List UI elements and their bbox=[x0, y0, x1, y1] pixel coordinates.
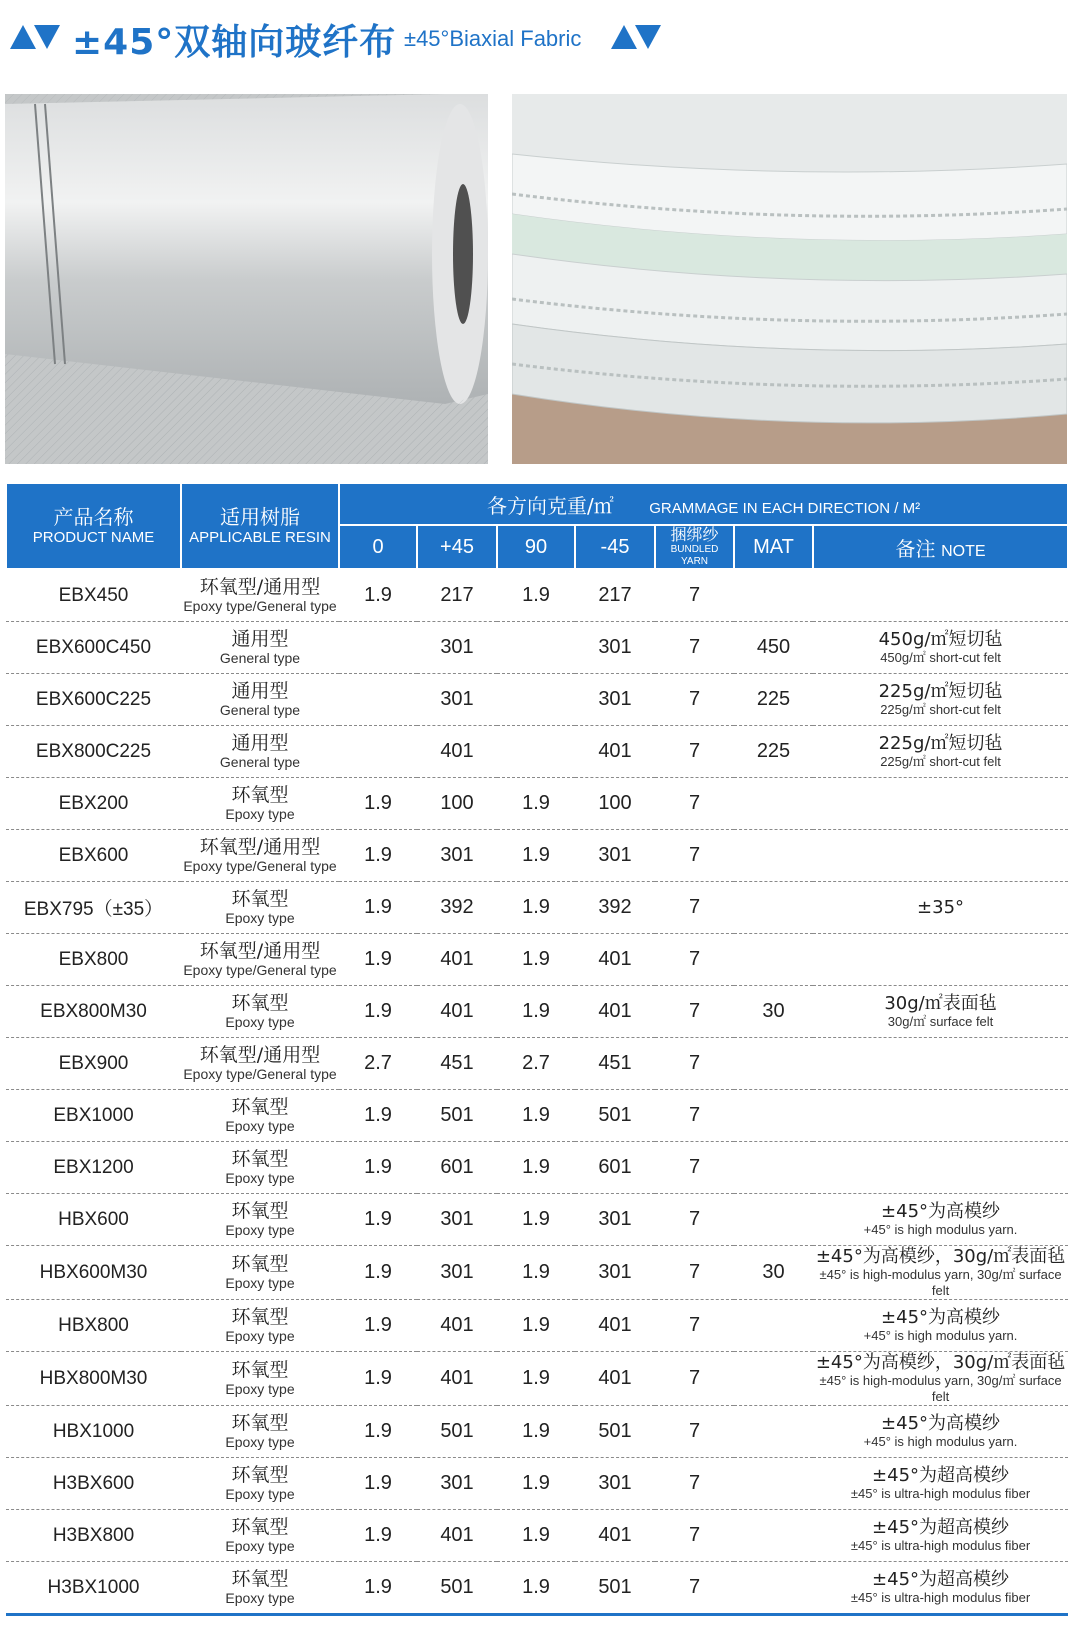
cell-note-cn: ±45°为超高模纱 bbox=[872, 1517, 1010, 1538]
cell-resin bbox=[181, 1562, 339, 1615]
cell-note-cn: ±45°为超高模纱 bbox=[872, 1465, 1010, 1486]
cell-value-90: 1.9 bbox=[497, 1510, 575, 1562]
cell-note bbox=[813, 674, 1068, 726]
cell-bundled-yarn: 7 bbox=[655, 934, 734, 986]
cell-resin bbox=[181, 830, 339, 882]
cell-value-90: 1.9 bbox=[497, 1562, 575, 1615]
cell-bundled-yarn: 7 bbox=[655, 882, 734, 934]
cell-value-minus45: 301 bbox=[575, 674, 655, 726]
cell-resin bbox=[181, 1406, 339, 1458]
header-grammage-en: GRAMMAGE IN EACH DIRECTION / M² bbox=[649, 499, 921, 517]
cell-note-en: 450g/㎡ short-cut felt bbox=[880, 650, 1001, 665]
cell-note-cn: ±45°为高模纱，30g/㎡表面毡 bbox=[815, 1352, 1066, 1373]
cell-resin bbox=[181, 934, 339, 986]
cell-resin-cn: 环氧型/通用型 bbox=[199, 940, 321, 962]
cell-mat: 30 bbox=[734, 1246, 813, 1300]
cell-value-minus45: 301 bbox=[575, 1458, 655, 1510]
cell-value-minus45: 401 bbox=[575, 1352, 655, 1406]
cell-resin bbox=[181, 1458, 339, 1510]
cell-value-0: 1.9 bbox=[339, 986, 417, 1038]
cell-value-0 bbox=[339, 622, 417, 674]
header-product-cn: 产品名称 bbox=[53, 505, 134, 529]
cell-bundled-yarn: 7 bbox=[655, 622, 734, 674]
cell-resin-cn: 环氧型 bbox=[231, 1306, 289, 1328]
cell-note bbox=[813, 1510, 1068, 1562]
cell-note bbox=[813, 622, 1068, 674]
fabric-roll-illustration bbox=[5, 94, 488, 464]
cell-value-plus45: 601 bbox=[417, 1142, 497, 1194]
cell-note-en: ±45° is ultra-high modulus fiber bbox=[850, 1538, 1031, 1553]
cell-resin-cn: 环氧型/通用型 bbox=[199, 836, 321, 858]
cell-value-0 bbox=[339, 674, 417, 726]
header-col-0: 0 bbox=[339, 525, 417, 569]
cell-resin-en: Epoxy type/General type bbox=[183, 598, 337, 614]
cell-note-cn: 30g/㎡表面毡 bbox=[884, 993, 997, 1014]
cell-resin bbox=[181, 1142, 339, 1194]
cell-value-minus45: 501 bbox=[575, 1406, 655, 1458]
cell-note-cn: ±45°为高模纱 bbox=[881, 1307, 1001, 1328]
table-row bbox=[6, 1352, 1068, 1406]
cell-resin bbox=[181, 1246, 339, 1300]
header-note bbox=[813, 525, 1068, 569]
cell-note bbox=[813, 726, 1068, 778]
cell-bundled-yarn: 7 bbox=[655, 986, 734, 1038]
cell-note bbox=[813, 882, 1068, 934]
cell-note-en: +45° is high modulus yarn. bbox=[863, 1328, 1018, 1343]
cell-value-minus45: 451 bbox=[575, 1038, 655, 1090]
cell-resin-en: Epoxy type bbox=[225, 1538, 295, 1554]
cell-resin-en: Epoxy type/General type bbox=[183, 1066, 337, 1082]
triangle-up-icon bbox=[10, 25, 36, 49]
cell-value-0: 1.9 bbox=[339, 934, 417, 986]
cell-mat: 225 bbox=[734, 674, 813, 726]
header-grammage-cn: 各方向克重/㎡ bbox=[486, 493, 614, 518]
cell-mat bbox=[734, 569, 813, 622]
cell-value-minus45: 100 bbox=[575, 778, 655, 830]
table-row bbox=[6, 1458, 1068, 1510]
cell-bundled-yarn: 7 bbox=[655, 1510, 734, 1562]
header-col-minus45: -45 bbox=[575, 525, 655, 569]
cell-resin-en: Epoxy type bbox=[225, 1434, 295, 1450]
cell-resin-cn: 通用型 bbox=[231, 628, 289, 650]
cell-bundled-yarn: 7 bbox=[655, 1406, 734, 1458]
cell-resin-en: Epoxy type bbox=[225, 1170, 295, 1186]
cell-value-minus45: 392 bbox=[575, 882, 655, 934]
cell-value-90: 1.9 bbox=[497, 569, 575, 622]
page-title-cn: ±45°双轴向玻纤布 bbox=[72, 22, 397, 63]
cell-value-plus45: 301 bbox=[417, 1458, 497, 1510]
cell-value-minus45: 401 bbox=[575, 986, 655, 1038]
header-resin-cn: 适用树脂 bbox=[220, 505, 300, 529]
cell-resin-en: General type bbox=[219, 754, 301, 770]
cell-bundled-yarn: 7 bbox=[655, 778, 734, 830]
cell-resin-cn: 环氧型 bbox=[231, 1253, 289, 1275]
cell-product-name: HBX800 bbox=[6, 1300, 181, 1352]
cell-resin-cn: 环氧型 bbox=[231, 1412, 289, 1434]
cell-resin bbox=[181, 622, 339, 674]
cell-value-0: 1.9 bbox=[339, 1246, 417, 1300]
cell-mat bbox=[734, 1406, 813, 1458]
cell-value-minus45: 401 bbox=[575, 1300, 655, 1352]
cell-mat bbox=[734, 830, 813, 882]
table-row bbox=[6, 1038, 1068, 1090]
cell-mat bbox=[734, 1090, 813, 1142]
fabric-roll-photo bbox=[5, 94, 488, 464]
cell-mat bbox=[734, 778, 813, 830]
cell-value-90: 1.9 bbox=[497, 1352, 575, 1406]
cell-resin-en: Epoxy type bbox=[225, 806, 295, 822]
cell-product-name: EBX600C450 bbox=[6, 622, 181, 674]
cell-product-name: EBX1000 bbox=[6, 1090, 181, 1142]
table-row bbox=[6, 674, 1068, 726]
cell-value-0: 1.9 bbox=[339, 1510, 417, 1562]
cell-value-0: 1.9 bbox=[339, 1142, 417, 1194]
cell-value-90: 1.9 bbox=[497, 1300, 575, 1352]
cell-value-minus45: 501 bbox=[575, 1090, 655, 1142]
cell-resin bbox=[181, 726, 339, 778]
cell-resin-cn: 环氧型 bbox=[231, 992, 289, 1014]
cell-mat bbox=[734, 1562, 813, 1615]
fabric-layers-photo bbox=[512, 94, 1067, 464]
cell-note-cn: ±45°为高模纱 bbox=[881, 1201, 1001, 1222]
cell-note bbox=[813, 830, 1068, 882]
cell-product-name: EBX800 bbox=[6, 934, 181, 986]
cell-value-plus45: 401 bbox=[417, 1510, 497, 1562]
cell-resin-en: General type bbox=[219, 702, 301, 718]
cell-value-90: 2.7 bbox=[497, 1038, 575, 1090]
cell-resin bbox=[181, 1352, 339, 1406]
cell-value-minus45: 301 bbox=[575, 830, 655, 882]
cell-note bbox=[813, 569, 1068, 622]
cell-product-name: H3BX600 bbox=[6, 1458, 181, 1510]
cell-resin bbox=[181, 1300, 339, 1352]
cell-mat bbox=[734, 1352, 813, 1406]
cell-value-90 bbox=[497, 726, 575, 778]
cell-bundled-yarn: 7 bbox=[655, 674, 734, 726]
cell-resin-cn: 环氧型/通用型 bbox=[199, 576, 321, 598]
cell-resin-en: Epoxy type bbox=[225, 1275, 295, 1291]
cell-bundled-yarn: 7 bbox=[655, 1246, 734, 1300]
cell-mat bbox=[734, 1194, 813, 1246]
cell-note-cn: ±45°为高模纱 bbox=[881, 1413, 1001, 1434]
spec-table-body bbox=[6, 569, 1068, 1615]
header-bundled-en: BUNDLED YARN bbox=[670, 544, 719, 567]
cell-note bbox=[813, 1194, 1068, 1246]
cell-note bbox=[813, 1406, 1068, 1458]
page-header bbox=[0, 0, 1075, 80]
cell-value-minus45: 401 bbox=[575, 726, 655, 778]
cell-value-90: 1.9 bbox=[497, 1090, 575, 1142]
cell-note-cn: 450g/㎡短切毡 bbox=[878, 629, 1003, 650]
cell-resin bbox=[181, 1510, 339, 1562]
cell-note bbox=[813, 986, 1068, 1038]
header-product-name bbox=[6, 483, 181, 569]
table-row bbox=[6, 1194, 1068, 1246]
cell-bundled-yarn: 7 bbox=[655, 1300, 734, 1352]
cell-value-0: 1.9 bbox=[339, 1562, 417, 1615]
cell-value-minus45: 401 bbox=[575, 934, 655, 986]
cell-note-cn: 225g/㎡短切毡 bbox=[878, 681, 1003, 702]
cell-note bbox=[813, 1246, 1068, 1300]
cell-value-0: 1.9 bbox=[339, 569, 417, 622]
cell-resin-cn: 环氧型 bbox=[231, 1464, 289, 1486]
header-mat: MAT bbox=[734, 525, 813, 569]
cell-value-0: 1.9 bbox=[339, 1300, 417, 1352]
cell-value-0: 1.9 bbox=[339, 1406, 417, 1458]
cell-product-name: EBX800C225 bbox=[6, 726, 181, 778]
cell-resin-cn: 环氧型/通用型 bbox=[199, 1044, 321, 1066]
cell-value-0: 2.7 bbox=[339, 1038, 417, 1090]
cell-resin bbox=[181, 986, 339, 1038]
cell-value-plus45: 301 bbox=[417, 622, 497, 674]
cell-mat bbox=[734, 1458, 813, 1510]
cell-note-en: ±45° is high-modulus yarn, 30g/㎡ surface felt bbox=[819, 1373, 1062, 1404]
cell-resin-en: Epoxy type bbox=[225, 1222, 295, 1238]
table-row bbox=[6, 1406, 1068, 1458]
cell-resin-en: Epoxy type bbox=[225, 1381, 295, 1397]
cell-bundled-yarn: 7 bbox=[655, 830, 734, 882]
cell-mat: 30 bbox=[734, 986, 813, 1038]
cell-bundled-yarn: 7 bbox=[655, 1352, 734, 1406]
cell-bundled-yarn: 7 bbox=[655, 1458, 734, 1510]
cell-value-plus45: 301 bbox=[417, 674, 497, 726]
cell-mat bbox=[734, 882, 813, 934]
cell-value-plus45: 451 bbox=[417, 1038, 497, 1090]
cell-note-en: ±45° is ultra-high modulus fiber bbox=[850, 1486, 1031, 1501]
cell-value-90: 1.9 bbox=[497, 986, 575, 1038]
cell-resin-en: Epoxy type bbox=[225, 1328, 295, 1344]
cell-product-name: H3BX1000 bbox=[6, 1562, 181, 1615]
table-row bbox=[6, 1510, 1068, 1562]
cell-resin-cn: 环氧型 bbox=[231, 784, 289, 806]
cell-value-minus45: 217 bbox=[575, 569, 655, 622]
cell-value-0 bbox=[339, 726, 417, 778]
cell-resin-cn: 环氧型 bbox=[231, 1359, 289, 1381]
table-row bbox=[6, 622, 1068, 674]
cell-resin-cn: 环氧型 bbox=[231, 1148, 289, 1170]
table-row bbox=[6, 882, 1068, 934]
cell-bundled-yarn: 7 bbox=[655, 569, 734, 622]
cell-product-name: H3BX800 bbox=[6, 1510, 181, 1562]
cell-bundled-yarn: 7 bbox=[655, 1142, 734, 1194]
cell-note-en: +45° is high modulus yarn. bbox=[863, 1222, 1018, 1237]
cell-resin-cn: 环氧型 bbox=[231, 1568, 289, 1590]
table-row bbox=[6, 1562, 1068, 1615]
table-row bbox=[6, 830, 1068, 882]
cell-mat bbox=[734, 1038, 813, 1090]
cell-bundled-yarn: 7 bbox=[655, 1562, 734, 1615]
header-grammage bbox=[339, 483, 1068, 525]
cell-value-minus45: 401 bbox=[575, 1510, 655, 1562]
cell-bundled-yarn: 7 bbox=[655, 1194, 734, 1246]
table-row bbox=[6, 986, 1068, 1038]
cell-bundled-yarn: 7 bbox=[655, 726, 734, 778]
cell-product-name: HBX800M30 bbox=[6, 1352, 181, 1406]
cell-mat: 225 bbox=[734, 726, 813, 778]
cell-value-plus45: 401 bbox=[417, 934, 497, 986]
cell-resin-en: Epoxy type bbox=[225, 1486, 295, 1502]
spec-table-container bbox=[5, 482, 1067, 1616]
table-row bbox=[6, 1300, 1068, 1352]
cell-value-plus45: 301 bbox=[417, 1246, 497, 1300]
cell-product-name: EBX795（±35） bbox=[6, 882, 181, 934]
cell-value-0: 1.9 bbox=[339, 1352, 417, 1406]
cell-mat bbox=[734, 1300, 813, 1352]
header-note-en: NOTE bbox=[941, 542, 986, 560]
cell-resin-cn: 环氧型 bbox=[231, 1200, 289, 1222]
cell-note-cn: 225g/㎡短切毡 bbox=[878, 733, 1003, 754]
cell-note bbox=[813, 1142, 1068, 1194]
cell-value-0: 1.9 bbox=[339, 882, 417, 934]
cell-resin bbox=[181, 674, 339, 726]
cell-note bbox=[813, 1352, 1068, 1406]
cell-note bbox=[813, 1090, 1068, 1142]
header-resin-en: APPLICABLE RESIN bbox=[189, 529, 331, 546]
cell-product-name: HBX600 bbox=[6, 1194, 181, 1246]
cell-note bbox=[813, 778, 1068, 830]
cell-value-0: 1.9 bbox=[339, 1458, 417, 1510]
cell-value-0: 1.9 bbox=[339, 1194, 417, 1246]
cell-value-plus45: 401 bbox=[417, 726, 497, 778]
cell-value-plus45: 401 bbox=[417, 986, 497, 1038]
table-row bbox=[6, 1142, 1068, 1194]
cell-value-90: 1.9 bbox=[497, 1246, 575, 1300]
cell-mat bbox=[734, 1142, 813, 1194]
cell-note-en: ±45° is high-modulus yarn, 30g/㎡ surface felt bbox=[819, 1267, 1062, 1298]
cell-value-0: 1.9 bbox=[339, 830, 417, 882]
cell-resin bbox=[181, 1194, 339, 1246]
spec-table bbox=[5, 482, 1069, 1616]
cell-value-plus45: 501 bbox=[417, 1406, 497, 1458]
cell-product-name: EBX450 bbox=[6, 569, 181, 622]
header-col-45: +45 bbox=[417, 525, 497, 569]
cell-mat bbox=[734, 1510, 813, 1562]
cell-value-minus45: 301 bbox=[575, 1246, 655, 1300]
cell-value-90: 1.9 bbox=[497, 882, 575, 934]
triangle-up-icon bbox=[611, 25, 637, 49]
cell-note bbox=[813, 934, 1068, 986]
header-note-cn: 备注 bbox=[895, 536, 936, 561]
cell-value-90: 1.9 bbox=[497, 1194, 575, 1246]
cell-note-en: 30g/㎡ surface felt bbox=[887, 1014, 994, 1029]
table-row bbox=[6, 569, 1068, 622]
cell-resin-cn: 环氧型 bbox=[231, 1096, 289, 1118]
cell-note bbox=[813, 1562, 1068, 1615]
cell-resin-en: Epoxy type bbox=[225, 1014, 295, 1030]
cell-product-name: HBX600M30 bbox=[6, 1246, 181, 1300]
cell-value-plus45: 401 bbox=[417, 1300, 497, 1352]
cell-note-en: ±45° is ultra-high modulus fiber bbox=[850, 1590, 1031, 1605]
header-bundled-yarn bbox=[655, 525, 734, 569]
cell-resin-en: Epoxy type bbox=[225, 910, 295, 926]
cell-resin bbox=[181, 882, 339, 934]
cell-resin bbox=[181, 1038, 339, 1090]
cell-value-plus45: 217 bbox=[417, 569, 497, 622]
cell-resin-en: Epoxy type/General type bbox=[183, 858, 337, 874]
table-row bbox=[6, 1090, 1068, 1142]
cell-resin-en: Epoxy type/General type bbox=[183, 962, 337, 978]
cell-note-cn: ±45°为高模纱，30g/㎡表面毡 bbox=[815, 1246, 1066, 1267]
cell-resin-en: Epoxy type bbox=[225, 1118, 295, 1134]
cell-value-90: 1.9 bbox=[497, 1458, 575, 1510]
table-row bbox=[6, 934, 1068, 986]
cell-value-plus45: 401 bbox=[417, 1352, 497, 1406]
cell-resin bbox=[181, 778, 339, 830]
cell-product-name: EBX900 bbox=[6, 1038, 181, 1090]
cell-value-90 bbox=[497, 674, 575, 726]
triangle-down-icon bbox=[34, 25, 60, 49]
cell-value-90: 1.9 bbox=[497, 830, 575, 882]
cell-mat bbox=[734, 934, 813, 986]
cell-resin-cn: 环氧型 bbox=[231, 1516, 289, 1538]
cell-value-minus45: 601 bbox=[575, 1142, 655, 1194]
table-row bbox=[6, 726, 1068, 778]
cell-value-minus45: 301 bbox=[575, 622, 655, 674]
cell-value-90: 1.9 bbox=[497, 778, 575, 830]
cell-value-minus45: 301 bbox=[575, 1194, 655, 1246]
cell-note-cn: ±45°为超高模纱 bbox=[872, 1569, 1010, 1590]
cell-value-plus45: 392 bbox=[417, 882, 497, 934]
cell-value-plus45: 100 bbox=[417, 778, 497, 830]
cell-value-plus45: 501 bbox=[417, 1090, 497, 1142]
cell-product-name: EBX800M30 bbox=[6, 986, 181, 1038]
cell-value-plus45: 301 bbox=[417, 830, 497, 882]
cell-note-en: +45° is high modulus yarn. bbox=[863, 1434, 1018, 1449]
cell-note bbox=[813, 1458, 1068, 1510]
cell-note bbox=[813, 1038, 1068, 1090]
cell-note bbox=[813, 1300, 1068, 1352]
cell-mat: 450 bbox=[734, 622, 813, 674]
cell-resin bbox=[181, 1090, 339, 1142]
cell-note-cn: ±35° bbox=[917, 897, 965, 918]
cell-value-90: 1.9 bbox=[497, 1406, 575, 1458]
header-applicable-resin bbox=[181, 483, 339, 569]
cell-product-name: EBX600C225 bbox=[6, 674, 181, 726]
cell-resin-cn: 通用型 bbox=[231, 732, 289, 754]
cell-value-90 bbox=[497, 622, 575, 674]
cell-product-name: HBX1000 bbox=[6, 1406, 181, 1458]
table-row bbox=[6, 1246, 1068, 1300]
cell-product-name: EBX600 bbox=[6, 830, 181, 882]
fabric-layers-illustration bbox=[512, 94, 1067, 464]
cell-value-0: 1.9 bbox=[339, 1090, 417, 1142]
cell-product-name: EBX1200 bbox=[6, 1142, 181, 1194]
page-title-en: ±45°Biaxial Fabric bbox=[404, 26, 582, 51]
cell-value-plus45: 301 bbox=[417, 1194, 497, 1246]
cell-value-plus45: 501 bbox=[417, 1562, 497, 1615]
cell-note-en: 225g/㎡ short-cut felt bbox=[880, 702, 1001, 717]
cell-product-name: EBX200 bbox=[6, 778, 181, 830]
triangle-down-icon bbox=[635, 25, 661, 49]
header-bundled-cn: 捆绑纱 bbox=[670, 525, 719, 544]
cell-value-0: 1.9 bbox=[339, 778, 417, 830]
cell-value-90: 1.9 bbox=[497, 1142, 575, 1194]
cell-note-en: 225g/㎡ short-cut felt bbox=[880, 754, 1001, 769]
header-col-90: 90 bbox=[497, 525, 575, 569]
cell-resin-en: Epoxy type bbox=[225, 1590, 295, 1606]
table-row bbox=[6, 778, 1068, 830]
cell-resin-en: General type bbox=[219, 650, 301, 666]
cell-resin-cn: 环氧型 bbox=[231, 888, 289, 910]
cell-resin-cn: 通用型 bbox=[231, 680, 289, 702]
header-product-en: PRODUCT NAME bbox=[32, 529, 155, 546]
cell-bundled-yarn: 7 bbox=[655, 1038, 734, 1090]
cell-value-90: 1.9 bbox=[497, 934, 575, 986]
cell-resin bbox=[181, 569, 339, 622]
cell-bundled-yarn: 7 bbox=[655, 1090, 734, 1142]
cell-value-minus45: 501 bbox=[575, 1562, 655, 1615]
